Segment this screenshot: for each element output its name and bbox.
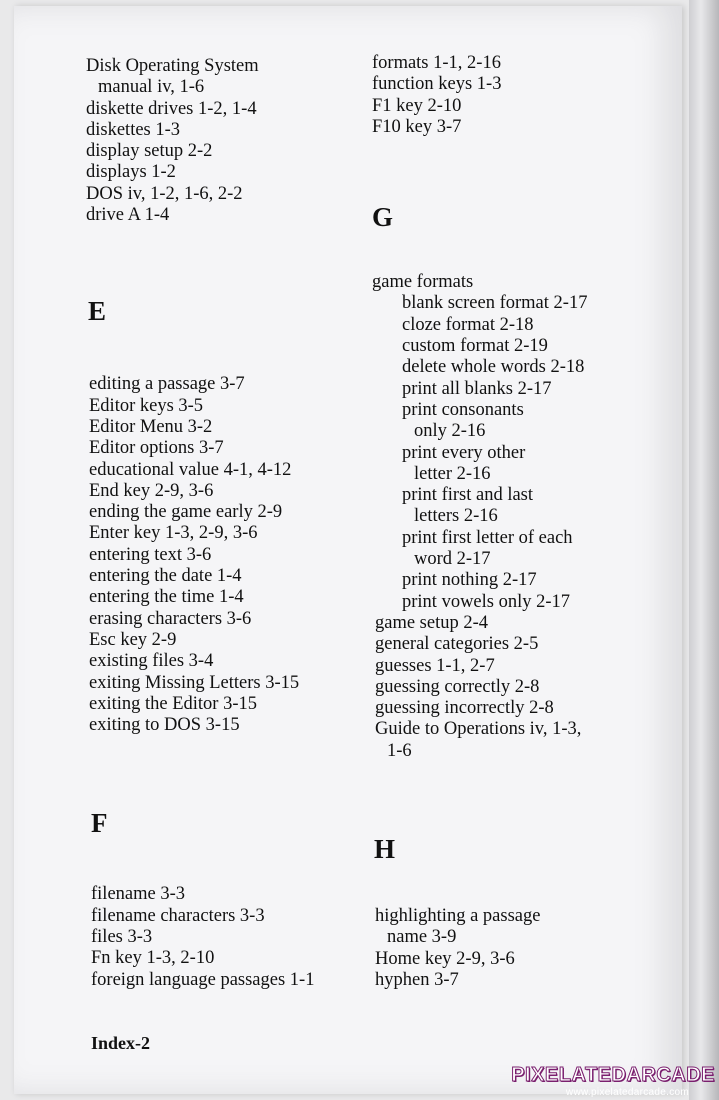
- index-entry: editing a passage 3-7: [89, 374, 245, 395]
- index-entry: exiting the Editor 3-15: [89, 693, 258, 714]
- index-entry: erasing characters 3-6: [89, 608, 252, 629]
- index-entry: DOS iv, 1-2, 1-6, 2-2: [86, 183, 243, 204]
- index-entry: diskettes 1-3: [86, 119, 181, 140]
- index-entry: filename 3-3: [91, 884, 185, 905]
- index-entry: display setup 2-2: [86, 141, 213, 162]
- index-entry-continuation: letters 2-16: [414, 506, 498, 527]
- index-entry: [375, 719, 662, 762]
- left-index-column: [86, 56, 368, 991]
- index-entry-text: print first and last: [402, 485, 534, 506]
- index-entry-text: print consonants: [402, 399, 524, 420]
- index-entry: Editor Menu 3-2: [89, 416, 213, 437]
- index-entry: game formats: [372, 272, 474, 293]
- index-entry: Editor options 3-7: [89, 438, 224, 459]
- index-entry-text: Guide to Operations iv, 1-3,: [375, 719, 582, 740]
- index-subentry: print nothing 2-17: [402, 570, 537, 591]
- index-subentry: custom format 2-19: [402, 336, 548, 357]
- index-entry: F1 key 2-10: [372, 95, 462, 116]
- index-entry: drive A 1-4: [86, 205, 170, 226]
- index-entry-continuation: word 2-17: [414, 549, 491, 570]
- index-entry: F10 key 3-7: [372, 116, 462, 137]
- index-entry: Editor keys 3-5: [89, 395, 204, 416]
- right-index-column: [372, 53, 662, 991]
- section-letter-f: F: [91, 808, 108, 839]
- section-letter-h: H: [374, 834, 396, 865]
- index-entry: ending the game early 2-9: [89, 502, 283, 523]
- index-subentry: [372, 443, 662, 486]
- index-entry-continuation: 1-6: [387, 740, 412, 761]
- index-entry: displays 1-2: [86, 162, 176, 183]
- index-entry: guessing incorrectly 2-8: [375, 698, 554, 719]
- index-entry: educational value 4-1, 4-12: [89, 459, 292, 480]
- index-entry: [86, 56, 368, 99]
- index-entry-text: print first letter of each: [402, 527, 573, 548]
- index-entry: entering text 3-6: [89, 544, 212, 565]
- index-entry: filename characters 3-3: [91, 905, 265, 926]
- section-letter-e: E: [88, 296, 107, 327]
- index-entry: guessing correctly 2-8: [375, 676, 540, 697]
- index-entry: Home key 2-9, 3-6: [375, 948, 515, 969]
- index-subentry: [372, 528, 662, 571]
- index-entry-text: Disk Operating System: [86, 56, 259, 76]
- index-entry-text: print every other: [402, 442, 526, 463]
- index-entry: formats 1-1, 2-16: [372, 53, 501, 73]
- index-entry: hyphen 3-7: [375, 969, 459, 990]
- index-entry: exiting Missing Letters 3-15: [89, 672, 300, 693]
- index-entry-continuation: only 2-16: [414, 421, 486, 442]
- watermark-url: www.pixelatedarcade.com: [565, 1087, 689, 1098]
- index-entry: Enter key 1-3, 2-9, 3-6: [89, 523, 258, 544]
- index-subentry: print vowels only 2-17: [402, 591, 571, 612]
- index-entry: function keys 1-3: [372, 74, 502, 95]
- index-entry: entering the date 1-4: [89, 566, 242, 587]
- index-subentry: delete whole words 2-18: [402, 357, 585, 378]
- index-subentry: cloze format 2-18: [402, 314, 534, 335]
- index-entry: exiting to DOS 3-15: [89, 715, 240, 736]
- index-subentry: [372, 400, 662, 443]
- index-entry-text: highlighting a passage: [375, 906, 541, 927]
- index-entry: entering the time 1-4: [89, 587, 244, 608]
- index-entry: foreign language passages 1-1: [91, 969, 315, 990]
- index-subentry: blank screen format 2-17: [402, 293, 588, 314]
- index-entry: [375, 906, 662, 949]
- index-entry-continuation: name 3-9: [387, 927, 457, 948]
- index-entry: Esc key 2-9: [89, 629, 177, 650]
- page-number: Index-2: [91, 1033, 151, 1053]
- index-subentry: print all blanks 2-17: [402, 378, 552, 399]
- index-entry-continuation: letter 2-16: [414, 463, 491, 484]
- watermark-logo: PIXELATEDARCADE: [511, 1064, 715, 1086]
- index-entry: game setup 2-4: [375, 612, 489, 633]
- index-entry: existing files 3-4: [89, 651, 214, 672]
- section-letter-g: G: [372, 202, 394, 233]
- index-entry: files 3-3: [91, 927, 153, 948]
- index-entry-continuation: manual iv, 1-6: [98, 77, 205, 98]
- book-spine-shadow: [689, 0, 719, 1100]
- index-entry: guesses 1-1, 2-7: [375, 655, 495, 676]
- index-entry: general categories 2-5: [375, 634, 539, 655]
- index-subentry: [372, 485, 662, 528]
- index-entry: End key 2-9, 3-6: [89, 480, 214, 501]
- index-entry: Fn key 1-3, 2-10: [91, 948, 215, 969]
- index-entry: diskette drives 1-2, 1-4: [86, 98, 257, 119]
- index-page: [14, 6, 682, 1094]
